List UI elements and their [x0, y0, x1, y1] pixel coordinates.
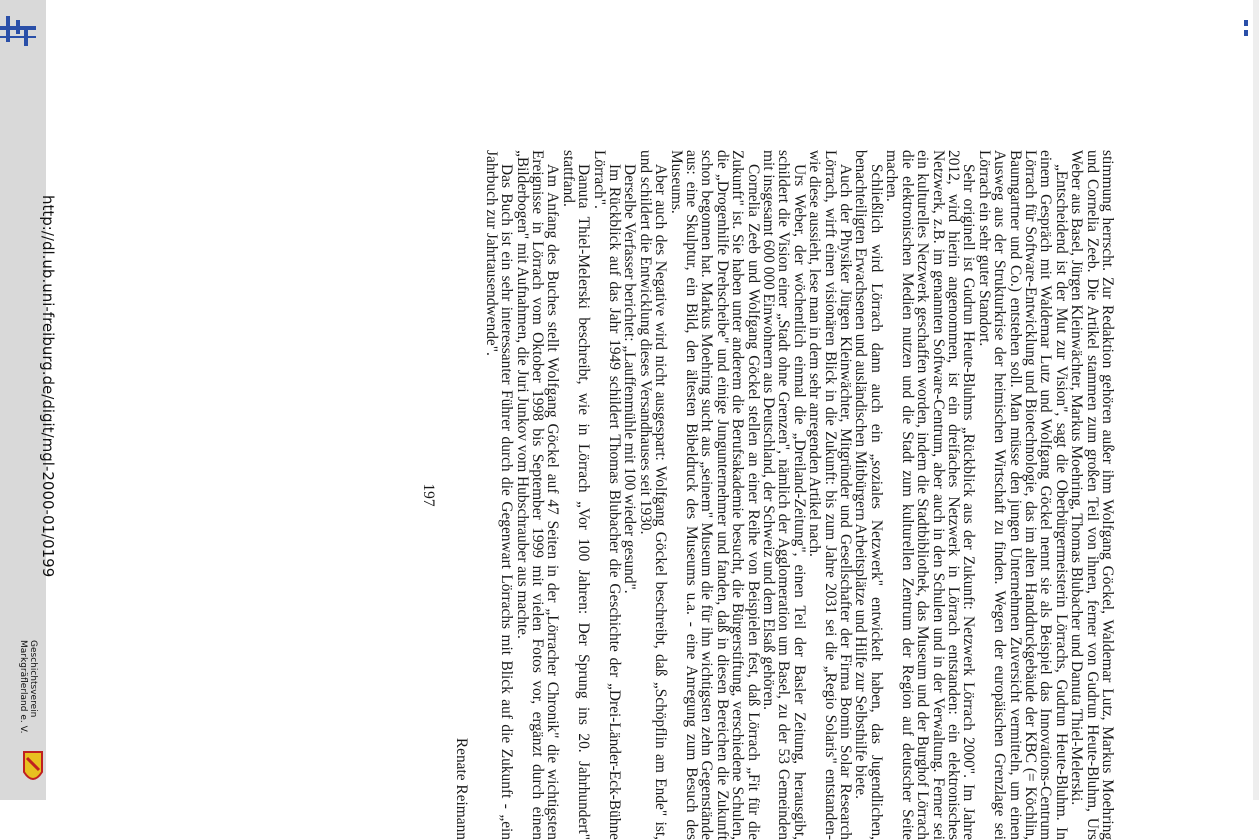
paragraph-11: Danuta Thiel-Melerski beschreibt, wie in Lörrach „Vor 100 Jahren: Der Sprung ins 20. Jahrhundert" stattfand. [559, 150, 593, 840]
paragraph-6: Urs Weber, der wöchentlich einmal die „Dreiland-Zeitung", einen Teil der Basler Zeitung, herausgibt, schildert die Vision einer „Stadt ohne Grenzen", nämlich der Agglomeration um Basel, zu der 53 Gemeinden mit insgesamt 600 000 Einwohnern aus Deutschland, der Schweiz und dem Elsaß gehören. [760, 150, 808, 840]
rotated-page-content [235, 150, 1115, 840]
paragraph-7: Cornelia Zeeb und Wolfgang Göckel stellen an einer Reihe von Beispielen fest, daß Lörrach „Fit für die Zukunft" ist. Sie haben unter anderem die Berufsakademie besucht, die Bürgerstiftung, verschiedene Schulen, die „Drogenhilfe Drehscheibe" und einige Jungunternehmer und fanden, daß in diesen Bereichen die Zukunft schon begonnen hat. Markus Moehring sucht aus „seinem" Museum die für ihn wichtigsten zehn Gegenstände aus: eine Skulptur, ein Bild, den ältesten Bibeldruck des Museums u.a. - eine Anregung zum Besuch des Museums. [667, 150, 762, 840]
document-url-vertical [40, 195, 74, 605]
viewer-left-strip [0, 0, 57, 800]
navigation-marker-icon [1243, 18, 1251, 42]
page-body [421, 150, 1115, 840]
viewer-right-border [1253, 0, 1259, 800]
paragraph-1: stimmung herrscht. Zur Redaktion gehören außer ihm Wolfgang Göckel, Waldemar Lutz, Markus Moehring und Cornelia Zeeb. Die Artikel stammen zum großen Teil von ihnen, ferner von Gudrun Heute-Bluhm, Urs Weber aus Basel, Jürgen Kleinwächter, Markus Moehring, Thomas Blubacher und Danuta Thiel-Melerski. [1068, 150, 1116, 840]
paragraph-12: Am Anfang des Buches stellt Wolfgang Göckel auf 47 Seiten in der „Lörracher Chronik" die wichtigsten Ereignisse in Lörrach vom Oktober 1998 bis September 1999 mit vielen Fotos vor, ergänzt durch einen „Bilderbogen" mit Aufnahmen, die Juri Junkov vom Hubschrauber aus machte. [513, 150, 562, 840]
author-signature: Renate Reimann [453, 737, 471, 840]
paragraph-3: Sehr originell ist Gudrun Heute-Bluhms „Rückblick aus der Zukunft: Netzwerk Lörrach 2000". Im Jahre 2012, wird hierin angenommen, ist ein dreifaches Netzwerk in Lörrach entstanden: ein elektronisches Netzwerk, z.B. im genannten Software-Centrum, aber auch in den Schulen und in der Verwaltung. Ferner sei ein kulturelles Netzwerk geschaffen worden, indem die Stadtbibliothek, das Museum und der Burghof Lörrach die elektronischen Medien nutzen und die Stadt zum kulturellen Zentrum der Region auf deutscher Seite machen. [883, 150, 978, 840]
society-line-1: Geschichtsverein [28, 640, 38, 718]
society-line-2: Markgräflerland e. V. [18, 640, 28, 734]
paragraph-4: Schließlich wird Lörrach dann auch ein „soziales Netzwerk" entwickelt haben, das Jugendlichen, benachteiligten Erwachsenen und ausländischen Mitbürgern Arbeitsplätze und Hilfe zur Selbsthilfe biete. [852, 150, 885, 840]
scanned-page [220, 55, 1116, 840]
paragraph-8: Aber auch des Negative wird nicht ausgespart: Wolfgang Göckel beschreibt, daß „Schöpflin am Ende" ist, und schildert die Entwicklung dieses Versandhauses seit 1930. [636, 150, 670, 840]
paragraph-9: Derselbe Verfasser berichtet: „Lauffenmühle mit 100 wieder gesund". [621, 164, 639, 594]
paragraph-13: Das Buch ist ein sehr interessanter Führer durch die Gegenwart Lörrachs mit Blick auf die Zukunft - „ein Jahrbuch zur Jahrtausendwende". [482, 150, 516, 840]
university-library-logo [0, 10, 40, 50]
society-crest-icon [22, 750, 44, 790]
page-number: 197 [419, 483, 437, 507]
paragraph-2: „Entscheidend ist der Mut zur Vision", sagt die Oberbürgermeisterin Lörrachs, Gudrun Heute-Bluhm. In einem Gespräch mit Waldemar Lutz und Wolfgang Göckel nennt sie als Beispiel das Innovations-Centrum Lörrach für Software-Entwicklung und Biotechnologie, das im alten Handdruckgebäude der KBC (= Köchlin, Baumgartner und Co.) entstehen soll. Man müsse den jungen Unternehmen Zuversicht vermitteln, um einen Ausweg aus der Strukturkrise der heimischen Wirtschaft zu finden. Wegen der europäischen Grenzlage sei Lörrach ein sehr guter Standort. [975, 150, 1070, 840]
document-url[interactable]: http://dl.ub.uni-freiburg.de/digit/mgl-2000-01/0199 [39, 195, 57, 578]
society-credit [0, 640, 40, 750]
paragraph-10: Im Rückblick auf das Jahr 1949 schildert Thomas Blubacher die Geschichte der „Drei-Länder-Eck-Bühne Lörrach". [590, 150, 623, 840]
paragraph-5: Auch der Physiker Jürgen Kleinwächter, Mitgründer und Gesellschafter der Firma Bomin Solar Research Lörrach, wirft einen visionären Blick in die Zukunft: bis zum Jahre 2031 sei die „Regio Solaris" entstanden- wie diese aussieht, lese man in dem sehr anregenden Artikel nach. [806, 150, 855, 840]
